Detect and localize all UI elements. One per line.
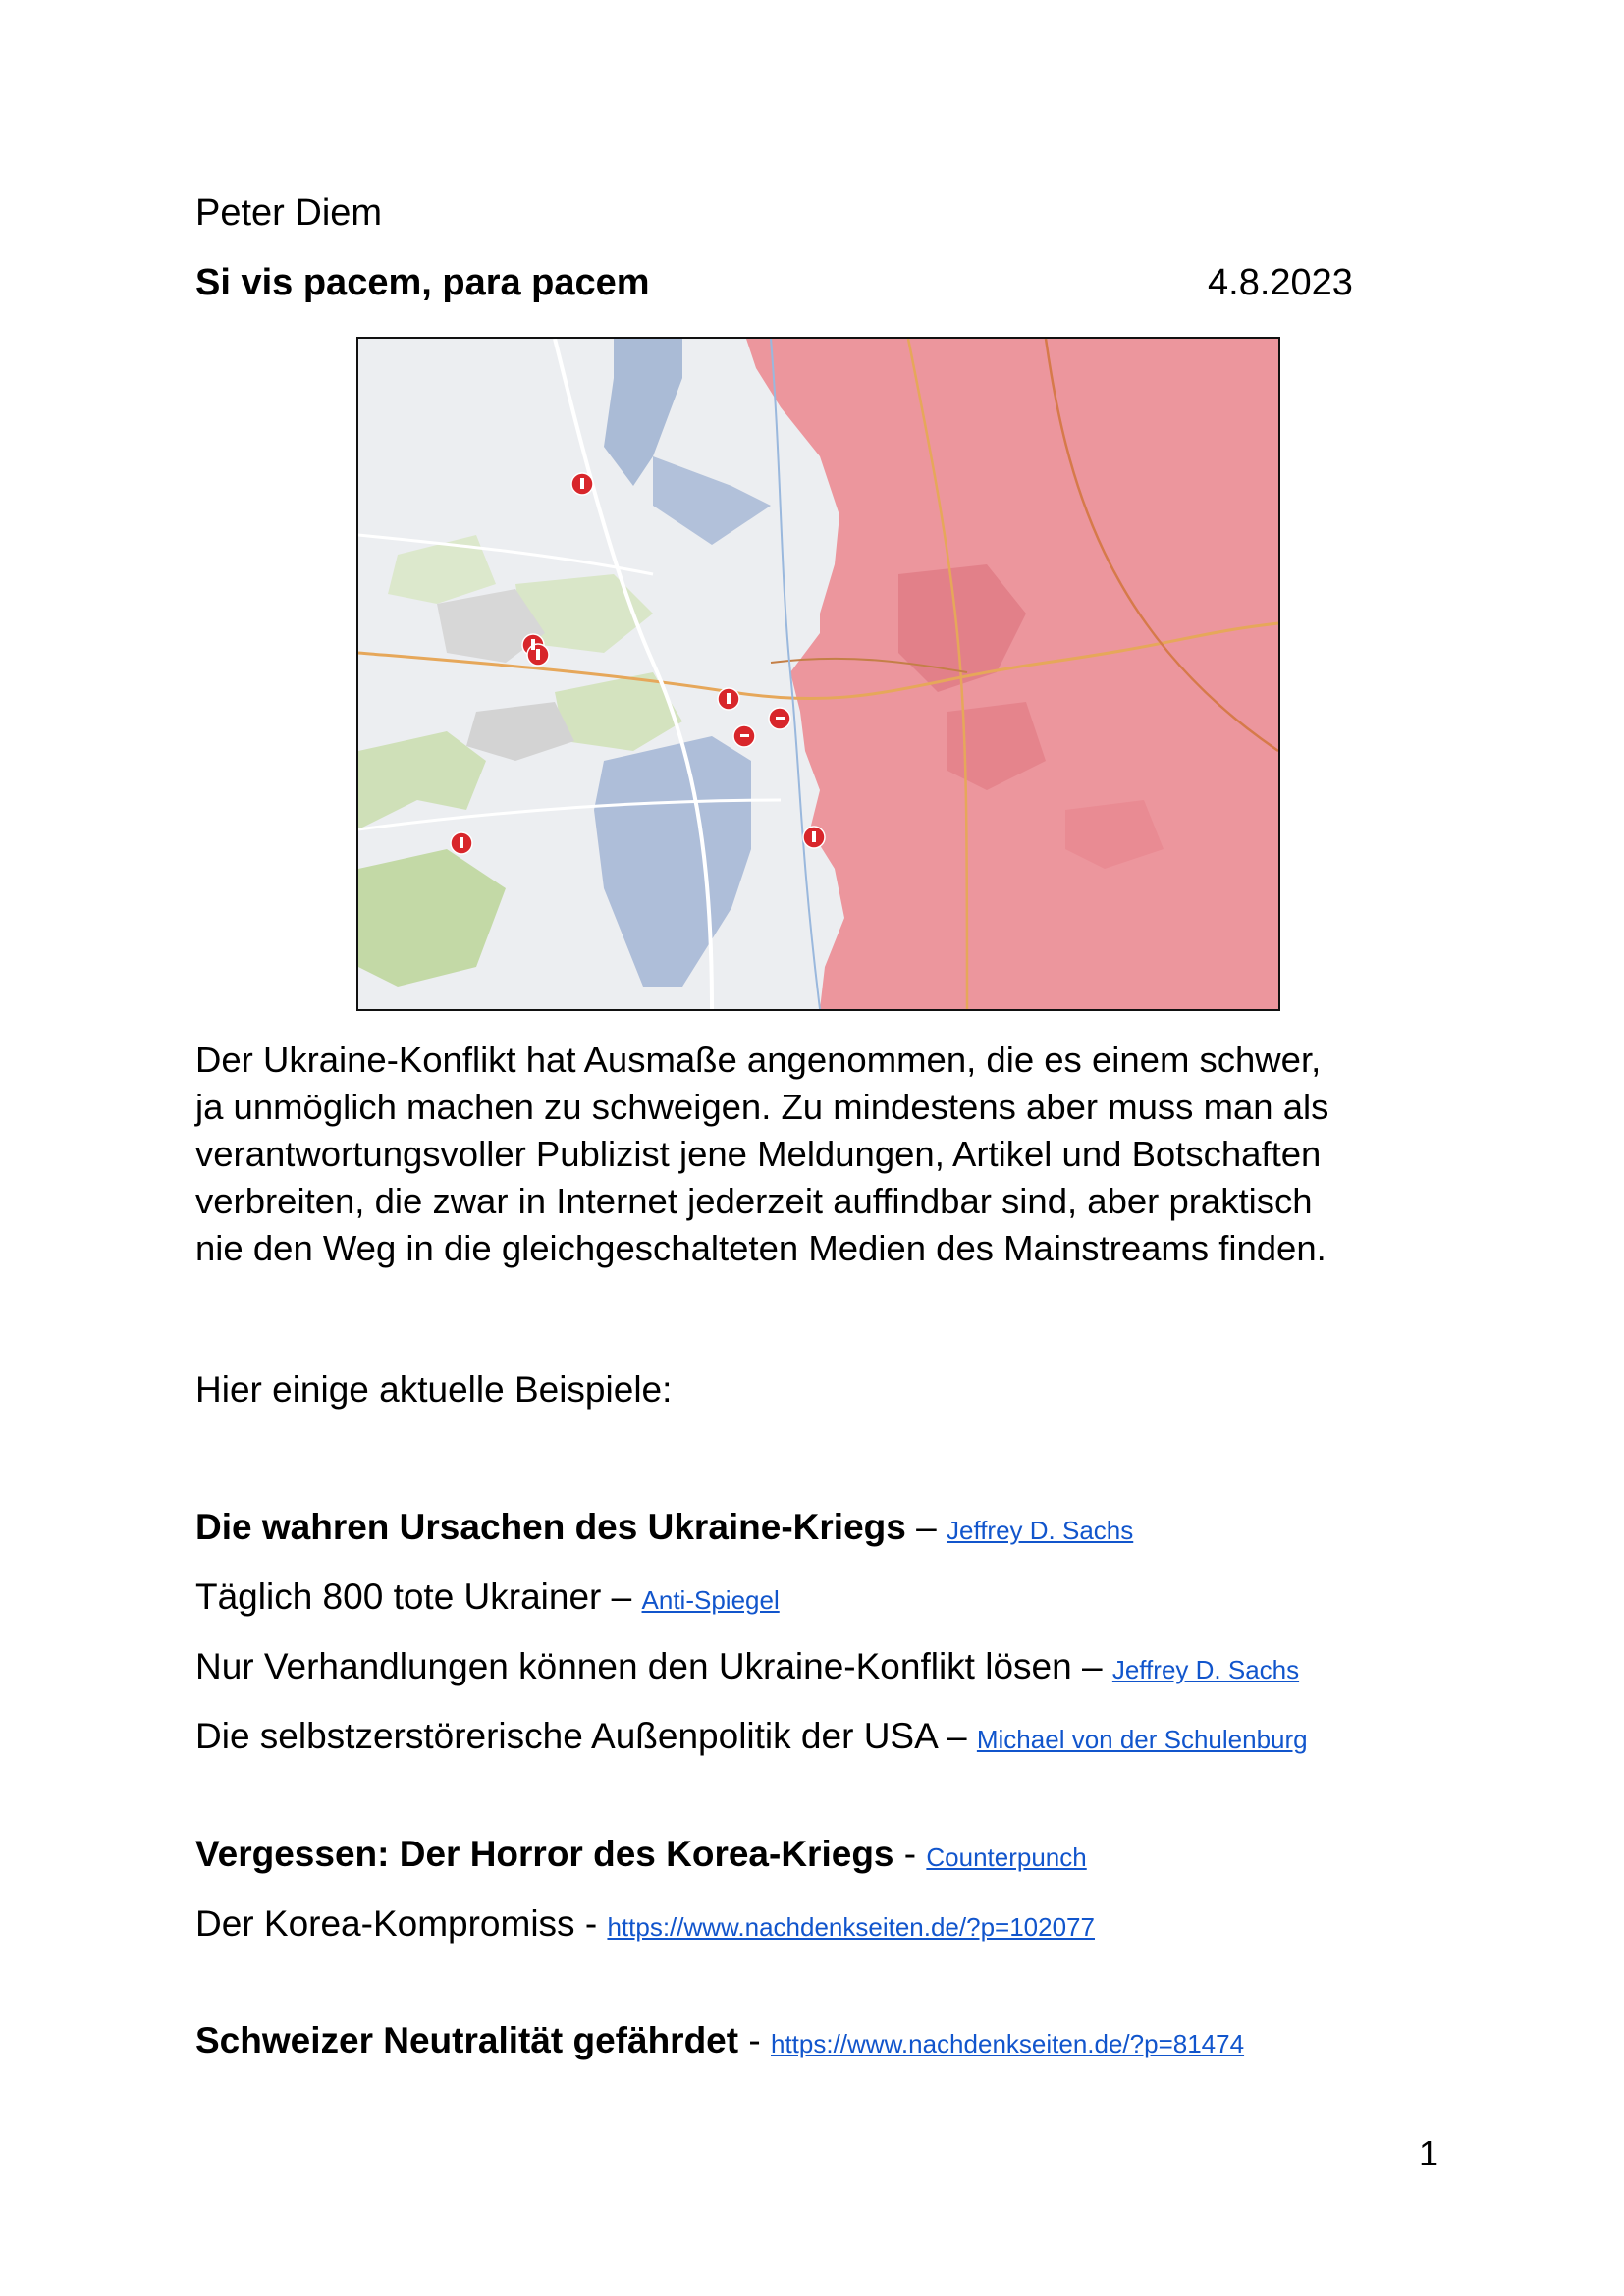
document-title: Si vis pacem, para pacem bbox=[195, 262, 650, 303]
item-separator: - bbox=[574, 1903, 608, 1944]
item-separator: – bbox=[936, 1716, 977, 1756]
item-link[interactable]: https://www.nachdenkseiten.de/?p=102077 bbox=[607, 1912, 1095, 1942]
item-heading: Nur Verhandlungen können den Ukraine-Konflikt lösen bbox=[195, 1646, 1072, 1686]
list-item bbox=[195, 1903, 1095, 1945]
list-item bbox=[195, 2020, 1244, 2061]
item-separator: – bbox=[905, 1507, 947, 1547]
list-item bbox=[195, 1716, 1308, 1757]
item-heading: Täglich 800 tote Ukrainer bbox=[195, 1576, 602, 1617]
body-line: nie den Weg in die gleichgeschalteten Medien des Mainstreams finden. bbox=[195, 1228, 1326, 1268]
list-item bbox=[195, 1576, 780, 1618]
list-item bbox=[195, 1507, 1133, 1548]
item-heading: Vergessen: Der Horror des Korea-Kriegs bbox=[195, 1834, 894, 1874]
item-separator: – bbox=[1071, 1646, 1112, 1686]
list-item bbox=[195, 1646, 1299, 1687]
item-heading: Der Korea-Kompromiss bbox=[195, 1903, 575, 1944]
examples-intro: Hier einige aktuelle Beispiele: bbox=[195, 1369, 673, 1410]
item-separator: – bbox=[601, 1576, 642, 1617]
body-line: verantwortungsvoller Publizist jene Meldungen, Artikel und Botschaften bbox=[195, 1134, 1322, 1174]
item-link[interactable]: Michael von der Schulenburg bbox=[976, 1725, 1308, 1754]
page-number: 1 bbox=[1419, 2133, 1439, 2173]
item-heading: Schweizer Neutralität gefährdet bbox=[195, 2020, 739, 2060]
body-line: Der Ukraine-Konflikt hat Ausmaße angenommen, die es einem schwer, bbox=[195, 1040, 1322, 1080]
item-heading: Die selbstzerstörerische Außenpolitik der USA bbox=[195, 1716, 937, 1756]
item-link[interactable]: Jeffrey D. Sachs bbox=[946, 1516, 1134, 1545]
body-line: ja unmöglich machen zu schweigen. Zu mindestens aber muss man als bbox=[195, 1087, 1329, 1127]
body-line: verbreiten, die zwar in Internet jederzeit auffindbar sind, aber praktisch bbox=[195, 1181, 1313, 1221]
document-date: 4.8.2023 bbox=[1208, 262, 1353, 303]
item-link[interactable]: Counterpunch bbox=[926, 1842, 1087, 1872]
item-separator: - bbox=[738, 2020, 771, 2060]
list-item bbox=[195, 1834, 1087, 1875]
item-link[interactable]: https://www.nachdenkseiten.de/?p=81474 bbox=[770, 2029, 1245, 2058]
item-link[interactable]: Anti-Spiegel bbox=[641, 1585, 780, 1615]
author-name: Peter Diem bbox=[195, 192, 383, 234]
item-separator: - bbox=[893, 1834, 927, 1874]
frontline-map-image bbox=[356, 337, 1280, 1011]
body-paragraph bbox=[195, 1037, 1472, 1272]
item-heading: Die wahren Ursachen des Ukraine-Kriegs bbox=[195, 1507, 906, 1547]
item-link[interactable]: Jeffrey D. Sachs bbox=[1111, 1655, 1300, 1684]
